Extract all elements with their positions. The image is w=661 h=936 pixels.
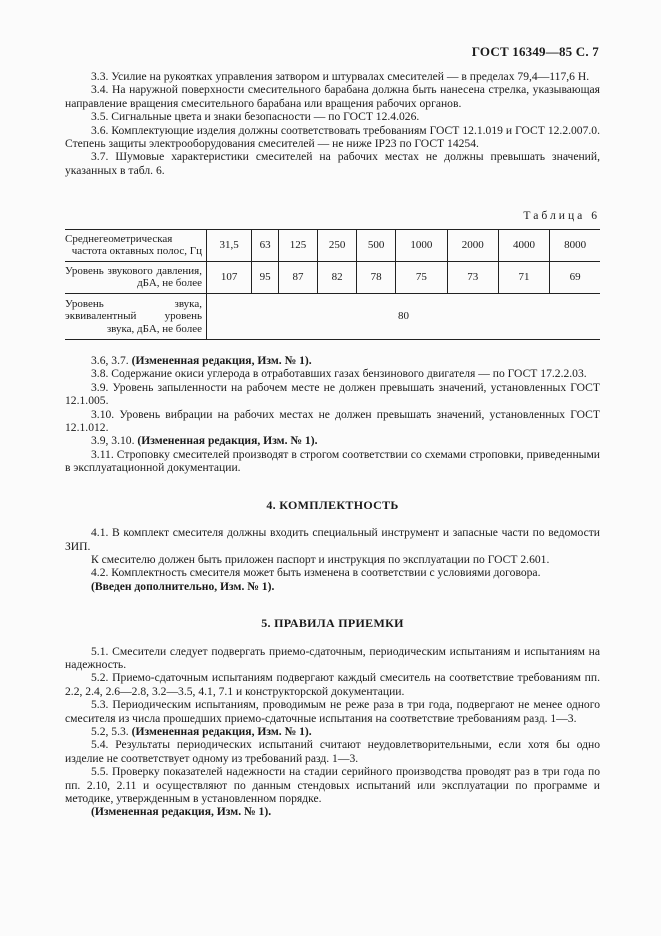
amendment-text: (Измененная редакция, Изм. № 1).	[131, 724, 312, 738]
paragraph-3-8: 3.8. Содержание окиси углерода в отработавших газах бензинового двигателя — по ГОСТ 17.2.2.03.	[91, 367, 587, 381]
amendment-ref: 3.6, 3.7.	[91, 354, 129, 368]
table-cell: 125	[278, 229, 317, 261]
table-cell: 69	[550, 261, 600, 293]
table-cell: 78	[357, 261, 396, 293]
paragraph-3-5: 3.5. Сигнальные цвета и знаки безопасности — по ГОСТ 12.4.026.	[91, 110, 420, 124]
table-row	[65, 261, 600, 293]
row-label-frequency: Среднегеометрическая частота октавных полос, Гц	[65, 229, 207, 261]
paragraph-4-2: 4.2. Комплектность смесителя может быть изменена в соответствии с условиями договора.	[91, 566, 541, 580]
amendment-ref: 3.9, 3.10.	[91, 434, 135, 448]
table-row	[65, 294, 600, 340]
table-cell: 500	[357, 229, 396, 261]
amendment-note: (Измененная редакция, Изм. № 1).	[91, 805, 272, 819]
section-title-4: 4. КОМПЛЕКТНОСТЬ	[266, 497, 399, 512]
paragraph-5-1: 5.1. Смесители следует подвергать приемо-сдаточным, периодическим испытаниям и испытаниям на надежность.	[65, 644, 600, 671]
paragraph-3-10: 3.10. Уровень вибрации на рабочих местах не должен превышать значений, установленных ГОСТ 12.1.012.	[65, 407, 600, 435]
table-cell: 75	[396, 261, 447, 293]
row-label-sound-pressure: Уровень звукового давления, дБА, не более	[65, 261, 207, 293]
amendment-ref: 5.2, 5.3.	[91, 724, 129, 738]
table-row	[65, 229, 600, 261]
table-cell: 95	[252, 261, 279, 293]
table-cell: 63	[252, 229, 279, 261]
page-header: ГОСТ 16349—85 С. 7	[471, 44, 599, 59]
table-cell: 87	[278, 261, 317, 293]
table-cell: 107	[207, 261, 252, 293]
table-cell: 1000	[396, 229, 447, 261]
paragraph-5-4: 5.4. Результаты периодических испытаний считают неудовлетворительными, если хотя бы одно изделие не соответствует одному из требований разд. 1—3.	[65, 738, 600, 765]
amendment-note	[65, 354, 600, 367]
page-content	[65, 70, 600, 819]
table-cell: 82	[318, 261, 357, 293]
paragraph-5-3: 5.3. Периодическим испытаниям, проводимым не реже раза в три года, подвергают не менее одного смесителя из числа прошедших приемо-сдаточные испытания на соответствие требованиям разд. 1—3.	[65, 698, 600, 725]
paragraph-3-4: 3.4. На наружной поверхности смесительного барабана должна быть нанесена стрелка, указывающая направление вращения смесительного барабана или вращения рабочих органов.	[65, 83, 600, 110]
section-title-5: 5. ПРАВИЛА ПРИЕМКИ	[261, 616, 404, 631]
amendment-note	[65, 434, 600, 447]
paragraph-3-7: 3.7. Шумовые характеристики смесителей на рабочих местах не должны превышать значений, указанных в табл. 6.	[65, 150, 600, 177]
amendment-note: (Введен дополнительно, Изм. № 1).	[91, 579, 275, 593]
table-cell: 71	[498, 261, 549, 293]
table-cell: 73	[447, 261, 498, 293]
amendment-note	[65, 725, 600, 738]
amendment-text: (Измененная редакция, Изм. № 1).	[137, 434, 318, 448]
table-cell: 4000	[498, 229, 549, 261]
table-cell: 31,5	[207, 229, 252, 261]
paragraph-3-9: 3.9. Уровень запыленности на рабочем месте не должен превышать значений, установленных ГОСТ 12.1.005.	[65, 380, 600, 408]
table-cell-equivalent: 80	[398, 310, 409, 323]
paragraph-5-5: 5.5. Проверку показателей надежности на стадии серийного производства проводят раз в три года по пп. 2.10, 2.11 и осуществляют по данным стендовых испытаний или эксплуатации по программе и методике, утвержденным в установленном порядке.	[65, 765, 600, 805]
paragraph-3-3: 3.3. Усилие на рукоятках управления затвором и штурвалах смесителей — в пределах 79,4—117,6 Н.	[91, 70, 590, 83]
paragraph-3-6: 3.6. Комплектующие изделия должны соответствовать требованиям ГОСТ 12.1.019 и ГОСТ 12.2.007.0. Степень защиты электрооборудования смесителей — не ниже IP23 по ГОСТ 14254.	[65, 123, 600, 151]
paragraph-5-2: 5.2. Приемо-сдаточным испытаниям подвергают каждый смеситель на соответствие требованиям пп. 2.2, 2.4, 2.6—2.8, 3.2—3.5, 4.1, 7.1 и конструкторской документации.	[65, 671, 600, 698]
row-label-equivalent-level: Уровень звука, эквивалентный уровень звука, дБА, не более	[65, 294, 207, 340]
table-cell: 2000	[447, 229, 498, 261]
table-caption: Таблица 6	[523, 209, 600, 223]
table-cell: 250	[318, 229, 357, 261]
amendment-text: (Измененная редакция, Изм. № 1).	[131, 354, 312, 368]
paragraph-3-11: 3.11. Строповку смесителей производят в строгом соответствии со схемами строповки, приведенными в эксплуатационной документации.	[65, 447, 600, 475]
paragraph-4-1b: К смесителю должен быть приложен паспорт и инструкция по эксплуатации по ГОСТ 2.601.	[91, 552, 550, 566]
noise-table	[65, 229, 600, 340]
paragraph-4-1: 4.1. В комплект смесителя должны входить специальный инструмент и запасные части по ведомости ЗИП.	[65, 526, 600, 553]
table-cell: 8000	[550, 229, 600, 261]
